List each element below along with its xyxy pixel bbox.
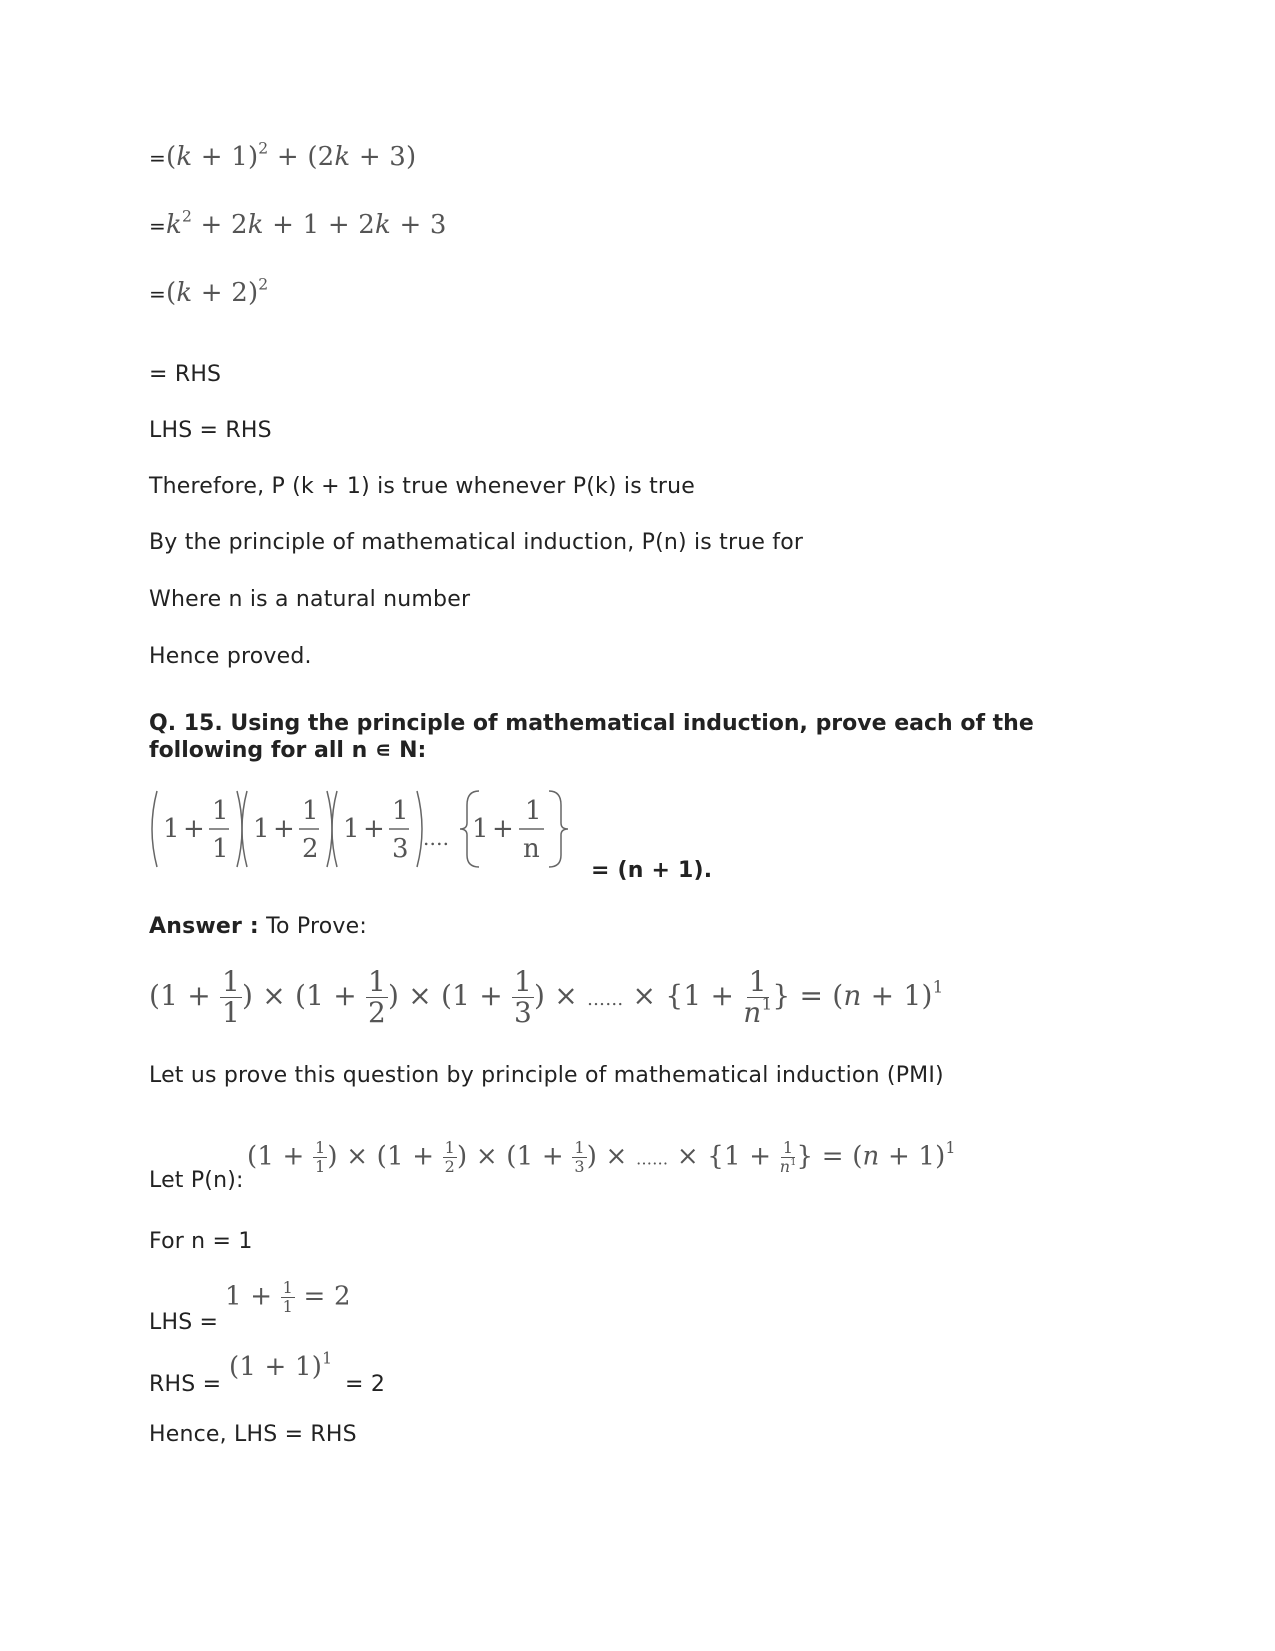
product-expression: (1 + $\frac{1}{1}$ ) × (1 + $\frac{1}{2}$ ) × (1 + $\frac{1}{3}$ ) × …… × {1 + $\frac{1}{n^1}$ } = $(n + 1)^1$ <box>149 965 944 1029</box>
rhs-line: = RHS <box>149 362 222 387</box>
answer-line <box>149 914 367 939</box>
math-expression: $k^2 + 2k + 1 + 2k + 3$ <box>165 207 447 240</box>
step-line-1 <box>149 139 417 172</box>
term-num: 1 <box>525 796 542 826</box>
rhs-label: RHS = <box>149 1372 222 1397</box>
principle-line: By the principle of mathematical induction, P(n) is true for <box>149 530 804 555</box>
lhs-n1-expression: 1 + $\frac{1}{1}$ = 2 <box>225 1278 351 1316</box>
term-den: 3 <box>392 834 409 864</box>
lhs-label: LHS = <box>149 1310 219 1335</box>
pn-expression: (1 + $\frac{1}{1}$ ) × (1 + $\frac{1}{2}$ ) × (1 + $\frac{1}{3}$ ) × …… × {1 + $\frac{1}{n^1}$ } = $(n + 1)^1$ <box>247 1138 956 1176</box>
final-line: Hence, LHS = RHS <box>149 1422 357 1447</box>
pmi-line: Let us prove this question by principle of mathematical induction (PMI) <box>149 1063 944 1088</box>
rhs-value: = 2 <box>345 1372 386 1397</box>
term-one: 1 <box>163 814 180 844</box>
term-plus: + <box>273 814 295 844</box>
term-den: n <box>523 834 540 864</box>
term-num: 1 <box>302 796 319 826</box>
hence-proved-line: Hence proved. <box>149 644 312 669</box>
equals-sign: = <box>149 214 166 238</box>
equals-sign: = <box>149 282 166 306</box>
lhs-rhs-line: LHS = RHS <box>149 418 272 443</box>
term-one: 1 <box>253 814 270 844</box>
term-den: 2 <box>302 834 319 864</box>
equals-sign: = <box>149 146 166 170</box>
term-den: 1 <box>212 834 229 864</box>
to-prove-expression <box>149 965 944 1029</box>
let-pn-label: Let P(n): <box>149 1168 244 1193</box>
question-heading: Q. 15. Using the principle of mathematical induction, prove each of the following for all n ∊ N: <box>149 711 1034 763</box>
step-line-3 <box>149 275 269 308</box>
for-n-line: For n = 1 <box>149 1229 253 1254</box>
term-num: 1 <box>212 796 229 826</box>
term-plus: + <box>492 814 514 844</box>
term-num: 1 <box>392 796 409 826</box>
therefore-line: Therefore, P (k + 1) is true whenever P(k) is true <box>149 474 696 499</box>
term-plus: + <box>363 814 385 844</box>
answer-text: To Prove: <box>258 914 367 939</box>
math-expression: $(k + 2)^2$ <box>165 275 269 308</box>
natural-number-line: Where n is a natural number <box>149 587 471 612</box>
math-expression: $(k + 1)^2 + (2k + 3)$ <box>165 139 417 172</box>
term-dots: .... <box>423 826 450 850</box>
term-plus: + <box>183 814 205 844</box>
term-one: 1 <box>472 814 489 844</box>
rhs-n1-expression: $(1 + 1)^1$ <box>229 1349 333 1382</box>
step-line-2 <box>149 207 447 240</box>
term-one: 1 <box>343 814 360 844</box>
question-result: = (n + 1). <box>591 858 713 883</box>
answer-label: Answer : <box>149 914 259 939</box>
